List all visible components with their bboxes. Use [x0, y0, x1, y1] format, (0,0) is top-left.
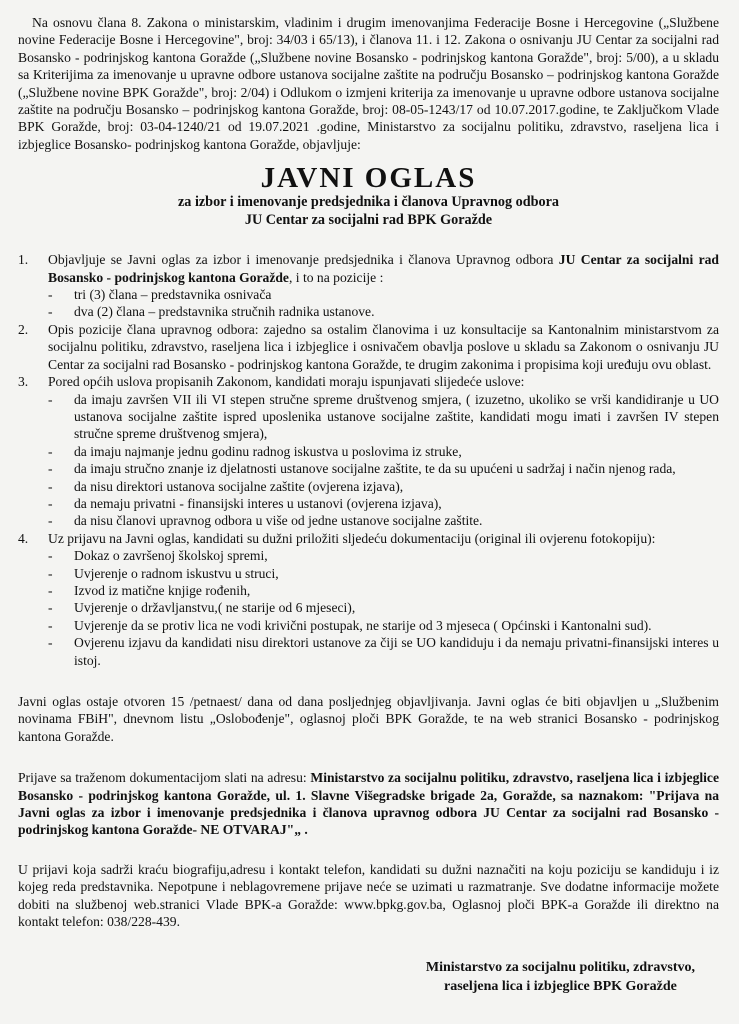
list-item: - da imaju završen VII ili VI stepen stručne spreme društvenog smjera, ( izuzetno, ukoliko se vrši kandidiranje u UO ustanova socijalne zaštite ispred uposlenika ustanove socijalne zaštite, kandidati mogu imati i završen IV stepen stručne spreme društvenog smjera), — [48, 391, 719, 442]
list-item: - Uvjerenje o radnom iskustvu u struci, — [48, 565, 279, 581]
list-item: - da imaju stručno znanje iz djelatnosti ustanove socijalne zaštite, te da su upućeni u sadržaj i način njenog rada, — [48, 461, 676, 477]
point-number: 3. — [18, 374, 29, 390]
info-paragraph: U prijavi koja sadrži kraću biografiju,adresu i kontakt telefon, kandidati su dužni naznačiti na koju poziciju se kandiduju i iz kojeg reda predstavnika. Nepotpune i neblagovremene prijave neće se uzimati u razmatranje. Sve dodatne informacije možete dobiti na službenoj web.stranici Vlade BPK-a Goražde: www.bpkg.gov.ba, Oglasnoj ploči BPK-a Goražde ili direktno na kontakt telefon: 038/228-439. — [18, 861, 719, 930]
submission-paragraph — [18, 769, 719, 839]
institution-name: JU Centar za socijalni rad Bosansko - podrinjskog kantona Goražde — [48, 252, 719, 285]
list-item: - da nisu članovi upravnog odbora u više od jedne ustanove socijalne zaštite. — [48, 513, 483, 529]
list-item: - dva (2) člana – predstavnika stručnih radnika ustanove. — [48, 304, 375, 320]
notice-subtitle-line1: za izbor i imenovanje predsjednika i članova Upravnog odbora — [178, 194, 559, 211]
list-item: - da imaju najmanje jednu godinu radnog iskustva u poslovima iz struke, — [48, 443, 462, 459]
list-item: - Dokaz o završenoj školskoj spremi, — [48, 548, 268, 564]
point-4 — [18, 530, 719, 669]
point-text: Opis pozicije člana upravnog odbora: zajedno sa ostalim članovima i uz konsultacije sa Kantonalnim ministarstvom za socijalnu politiku, zdravstvo, raseljena lica i izbjeglice i osnivačem obavlja poslove u skladu sa Zakonom o osnivanju JU Centar za socijalni rad Bosansko - podrinjskog kantona Goražde, te drugim zakonima i propisima koji uređuju ovu oblast. — [48, 321, 719, 372]
list-item: - tri (3) člana – predstavnika osnivača — [48, 287, 272, 303]
point-number: 4. — [18, 530, 29, 546]
point-number: 1. — [18, 252, 29, 268]
signature-block — [426, 958, 695, 996]
list-item: - Ovjerenu izjavu da kandidati nisu direktori ustanove za čiji se UO kandiduju i da nemaju privatni-finansijski interes u istoj. — [48, 635, 719, 668]
list-item: - da nemaju privatni - finansijski interes u ustanovi (ovjerena izjava), — [48, 495, 442, 511]
notice-title: JAVNI OGLAS — [260, 162, 477, 195]
point-number: 2. — [18, 321, 29, 337]
point-text: Uz prijavu na Javni oglas, kandidati su dužni priložiti sljedeću dokumentaciju (original ili ovjerenu fotokopiju): — [48, 530, 656, 546]
list-item: - da nisu direktori ustanova socijalne zaštite (ovjerena izjava), — [48, 478, 404, 494]
legal-basis-paragraph: Na osnovu člana 8. Zakona o ministarskim, vladinim i drugim imenovanjima Federacije Bosne i Hercegovine („Službene novine Federacije Bosne i Hercegovine", broj: 34/03 i 65/13), i članova 11. i 12. Zakona o osnivanju JU Centar za socijalni rad Bosansko - podrinjskog kantona Goražde („Službene novine Bosansko - podrinjskog kantona Goražde", broj: 5/00), a u skladu sa Kriterijima za imenovanje u upravne odbore ustanova socijalne zaštite na području Bosansko – podrinjskog kantona Goražde („Službene novine BPK Goražde", broj: 2/04) i Odlukom o izmjeni kriterija za imenovanje u upravne odbore ustanova socijalne zaštite na području Bosansko – podrinjskog kantona Goražde, broj: 08-05-1243/17 od 10.07.2017.godine, te Zaključkom Vlade BPK Goražde, broj: 03-04-1240/21 od 19.07.2021 .godine, Ministarstvo za socijalnu politiku, zdravstvo, raseljena lica i izbjeglice Bosansko- podrinjskog kantona Goražde, objavljuje: — [18, 15, 719, 152]
point-3 — [18, 373, 719, 530]
submission-lead: Prijave sa traženom dokumentacijom slati na adresu: — [18, 770, 311, 786]
open-period-paragraph: Javni oglas ostaje otvoren 15 /petnaest/ dana od dana posljednjeg objavljivanja. Javni oglas će biti objavljen u „Službenim novinama FBiH", dnevnom listu „Oslobođenje", oglasnoj ploči BPK Goražde, te na web stranici Bosansko - podrinjskog kantona Goražde. — [18, 694, 719, 744]
list-item: - Uvjerenje o državljanstvu,( ne starije od 6 mjeseci), — [48, 600, 356, 616]
submission-address: Ministarstvo za socijalnu politiku, zdravstvo, raseljena lica i izbjeglice Bosansko - podrinjskog kantona Goražde, ul. 1. Slavne Višegradske brigade 2a, Goražde, sa naznakom: "Prijava na Javni oglas za izbor i imenovanje predsjednika i članova upravnog odbora JU Centar za socijalni rad Bosansko - podrinjskog kantona Goražde- NE OTVARAJ"„ . — [18, 770, 719, 838]
list-item: - Izvod iz matične knjige rođenih, — [48, 582, 251, 598]
notice-subtitle-line2: JU Centar za socijalni rad BPK Goražde — [244, 212, 493, 229]
signature-line2: raseljena lica i izbjeglice BPK Goražde — [443, 979, 677, 994]
numbered-points — [18, 251, 719, 669]
list-item: - Uvjerenje da se protiv lica ne vodi krivični postupak, ne starije od 3 mjeseca ( Općinski i Kantonalni sud). — [48, 617, 652, 633]
point-1 — [18, 251, 719, 321]
signature-line1: Ministarstvo za socijalnu politiku, zdravstvo, — [425, 960, 695, 975]
point-2 — [18, 321, 719, 373]
point-text-suffix: , i to na pozicije : — [288, 269, 384, 285]
point-text: Pored općih uslova propisanih Zakonom, kandidati moraju ispunjavati slijedeće uslove: — [48, 374, 525, 390]
point-text: Objavljuje se Javni oglas za izbor i imenovanje predsjednika i članova Upravnog odbora — [48, 252, 554, 268]
